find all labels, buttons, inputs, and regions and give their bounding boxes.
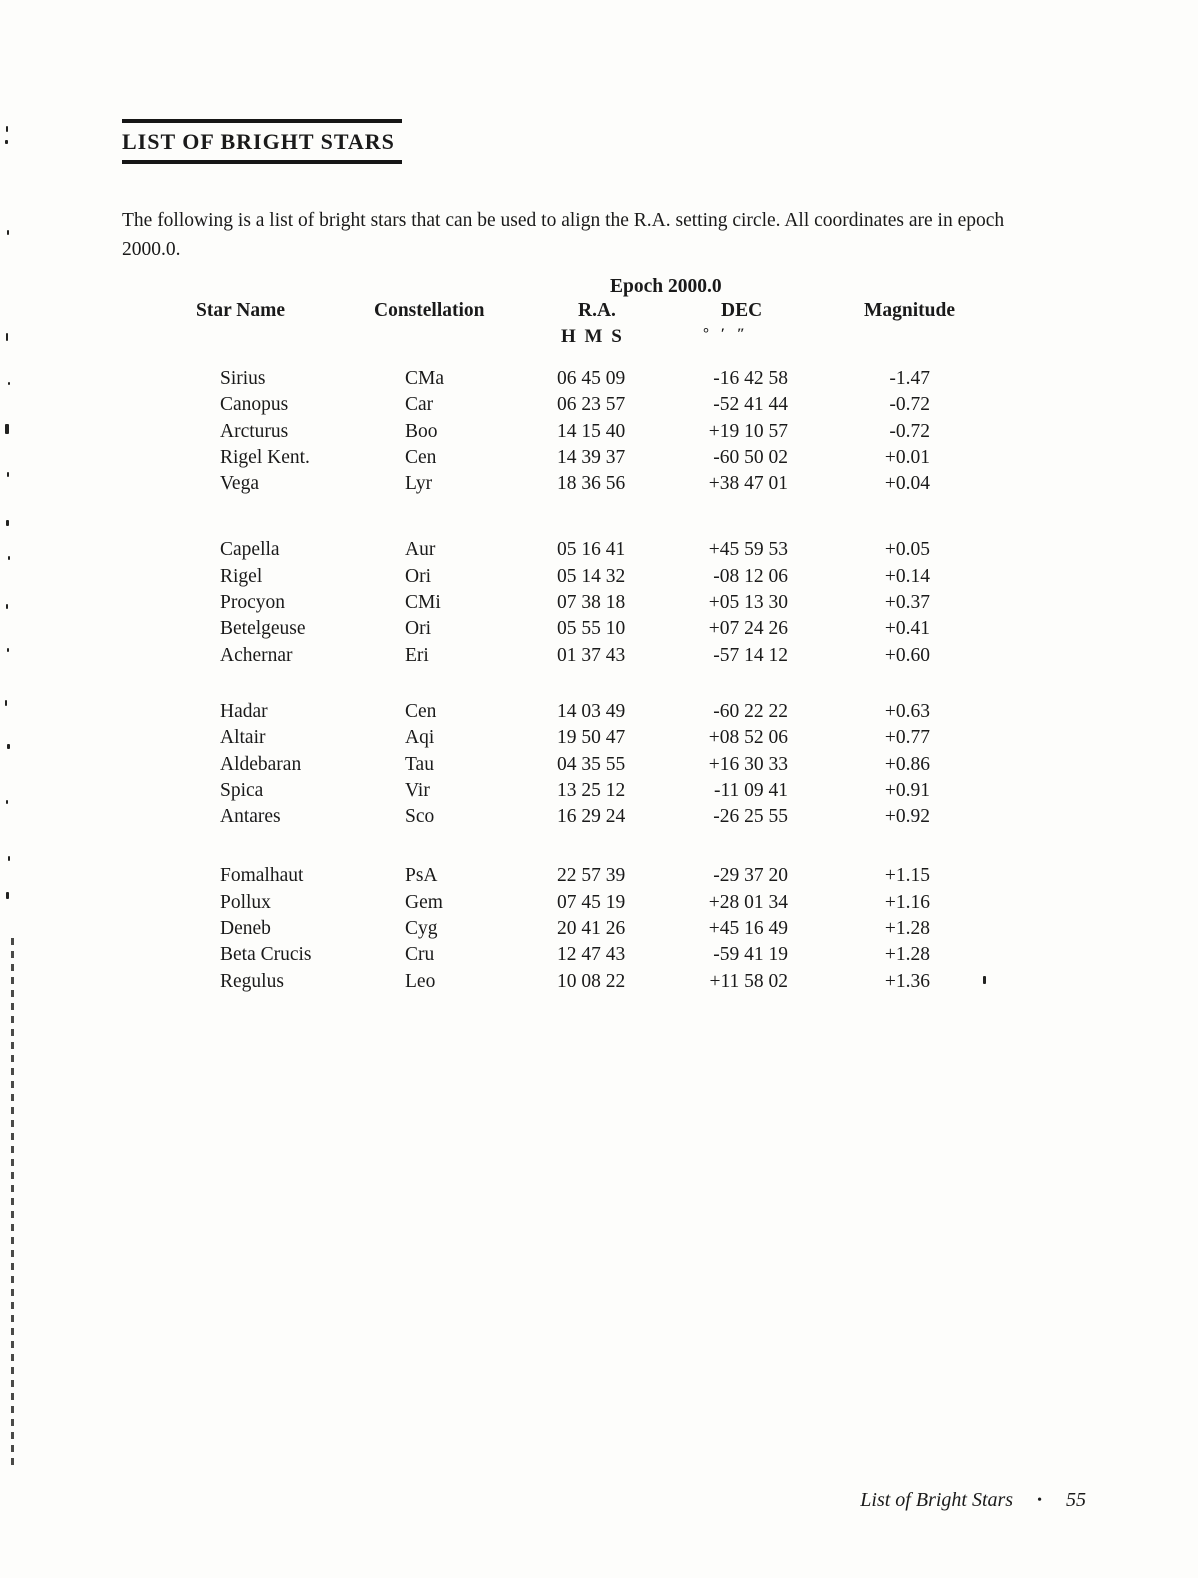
table-row <box>220 590 960 616</box>
page-title: LIST OF BRIGHT STARS <box>122 129 395 154</box>
scan-artifact <box>5 700 7 706</box>
dec-cell: -57 14 12 <box>713 644 788 666</box>
scan-artifact <box>6 126 8 132</box>
epoch-header: Epoch 2000.0 <box>610 276 722 297</box>
dec-cell: -11 09 41 <box>713 779 788 801</box>
dec-cell: +16 30 33 <box>708 753 788 775</box>
scan-binding-line <box>11 938 14 1466</box>
magnitude-cell: +0.63 <box>884 700 930 722</box>
scan-artifact <box>8 856 10 861</box>
magnitude-cell: +0.41 <box>884 618 930 640</box>
ra-cell: 13 25 12 <box>557 779 626 801</box>
ra-cell: 18 36 56 <box>557 473 626 495</box>
dec-cell: -52 41 44 <box>713 394 788 416</box>
magnitude-cell: +1.28 <box>884 944 930 966</box>
table-row <box>220 366 960 392</box>
ra-cell: 01 37 43 <box>557 644 626 666</box>
page-number: 55 <box>1066 1489 1086 1511</box>
magnitude-cell: +0.86 <box>884 753 930 775</box>
page-footer <box>860 1489 1086 1512</box>
ra-cell: 05 14 32 <box>557 565 626 587</box>
constellation-cell: Boo <box>405 420 438 442</box>
star-name-cell: Altair <box>220 727 266 749</box>
scan-artifact <box>6 800 8 804</box>
scan-artifact <box>983 976 986 984</box>
scan-artifact <box>6 892 9 899</box>
dec-cell: -29 37 20 <box>713 865 788 887</box>
table-row <box>220 942 960 968</box>
scan-artifact <box>5 140 8 144</box>
table-row <box>220 863 960 889</box>
table-row <box>220 392 960 418</box>
constellation-cell: Ori <box>405 618 431 640</box>
table-row <box>220 445 960 471</box>
star-name-cell: Betelgeuse <box>220 618 306 640</box>
dec-units-label: ° ′ ″ <box>703 326 750 342</box>
scan-artifact <box>6 604 8 609</box>
dec-cell: -26 25 55 <box>713 806 788 828</box>
star-name-cell: Achernar <box>220 644 293 666</box>
dec-cell: +07 24 26 <box>708 618 788 640</box>
bullet-icon: • <box>1037 1493 1042 1508</box>
magnitude-cell: +0.77 <box>884 727 930 749</box>
star-name-cell: Regulus <box>220 970 284 992</box>
column-header-ra: R.A. <box>578 300 616 321</box>
star-name-cell: Fomalhaut <box>220 865 304 887</box>
table-row <box>220 643 960 669</box>
constellation-cell: Cen <box>405 700 437 722</box>
magnitude-cell: +0.14 <box>884 565 930 587</box>
magnitude-cell: +1.16 <box>884 891 930 913</box>
star-name-cell: Canopus <box>220 394 289 416</box>
ra-cell: 04 35 55 <box>557 753 626 775</box>
magnitude-cell: +0.60 <box>884 644 930 666</box>
constellation-cell: CMa <box>405 368 444 389</box>
table-row <box>220 419 960 445</box>
scan-artifact <box>8 556 10 560</box>
dec-cell: +19 10 57 <box>708 420 788 442</box>
table-row <box>220 804 960 830</box>
scan-artifact <box>6 333 8 341</box>
column-header-star-name: Star Name <box>196 300 285 321</box>
star-name-cell: Vega <box>220 473 259 495</box>
dec-cell: +38 47 01 <box>708 473 788 495</box>
dec-cell: -60 22 22 <box>713 700 788 722</box>
magnitude-cell: +0.92 <box>884 806 930 828</box>
star-name-cell: Spica <box>220 779 264 801</box>
ra-cell: 07 45 19 <box>557 891 626 913</box>
star-name-cell: Rigel <box>220 565 263 587</box>
scan-artifact <box>5 424 9 434</box>
ra-cell: 14 39 37 <box>557 446 626 468</box>
page-title-block <box>122 119 402 164</box>
star-name-cell: Capella <box>220 539 280 561</box>
ra-cell: 06 23 57 <box>557 394 626 416</box>
ra-cell: 14 03 49 <box>557 700 626 722</box>
star-name-cell: Rigel Kent. <box>220 446 310 468</box>
scan-artifact <box>7 744 10 749</box>
constellation-cell: PsA <box>405 865 438 887</box>
ra-cell: 14 15 40 <box>557 420 626 442</box>
dec-cell: +45 59 53 <box>708 539 788 561</box>
constellation-cell: Gem <box>405 891 443 913</box>
intro-paragraph: The following is a list of bright stars that can be used to align the R.A. setting circle. All coordinates are in epoch 2000.0. <box>122 210 1005 260</box>
magnitude-cell: +1.36 <box>884 970 930 992</box>
constellation-cell: Car <box>405 394 434 416</box>
column-header-constellation: Constellation <box>374 300 485 321</box>
ra-units-label: H M S <box>561 326 624 347</box>
constellation-cell: Tau <box>405 753 434 775</box>
scan-artifact <box>7 472 9 477</box>
dec-cell: -60 50 02 <box>713 446 788 468</box>
ra-cell: 05 16 41 <box>557 539 626 561</box>
constellation-cell: CMi <box>405 592 441 614</box>
star-name-cell: Procyon <box>220 592 285 614</box>
constellation-cell: Aqi <box>405 727 435 749</box>
dec-cell: -08 12 06 <box>713 565 788 587</box>
constellation-cell: Sco <box>405 806 435 828</box>
constellation-cell: Cyg <box>405 918 438 940</box>
scan-artifact <box>6 520 9 526</box>
ra-cell: 12 47 43 <box>557 944 626 966</box>
ra-cell: 05 55 10 <box>557 618 626 640</box>
constellation-cell: Leo <box>405 970 436 992</box>
constellation-cell: Cru <box>405 944 435 966</box>
table-row <box>220 564 960 590</box>
ra-cell: 22 57 39 <box>557 865 626 887</box>
star-name-cell: Sirius <box>220 368 266 389</box>
ra-cell: 06 45 09 <box>557 368 626 389</box>
constellation-cell: Lyr <box>405 473 433 495</box>
star-name-cell: Aldebaran <box>220 753 302 775</box>
ra-cell: 10 08 22 <box>557 970 626 992</box>
table-row <box>220 890 960 916</box>
dec-cell: +11 58 02 <box>709 970 788 992</box>
magnitude-cell: +0.05 <box>884 539 930 561</box>
ra-cell: 07 38 18 <box>557 592 626 614</box>
constellation-cell: Vir <box>405 779 430 801</box>
dec-cell: +45 16 49 <box>708 918 788 940</box>
column-header-dec: DEC <box>721 300 763 321</box>
star-name-cell: Deneb <box>220 918 271 940</box>
dec-cell: +05 13 30 <box>708 592 788 614</box>
constellation-cell: Aur <box>405 539 436 561</box>
magnitude-cell: +1.15 <box>884 865 930 887</box>
ra-cell: 19 50 47 <box>557 727 626 749</box>
constellation-cell: Eri <box>405 644 429 666</box>
star-name-cell: Hadar <box>220 700 268 722</box>
table-row <box>220 471 960 497</box>
scan-artifact <box>7 648 9 652</box>
table-row <box>220 778 960 804</box>
dec-cell: +28 01 34 <box>708 891 788 913</box>
star-name-cell: Arcturus <box>220 420 289 442</box>
magnitude-cell: +0.91 <box>884 779 930 801</box>
table-row <box>220 969 960 995</box>
scan-artifact <box>7 230 9 235</box>
ra-cell: 16 29 24 <box>557 806 626 828</box>
table-row <box>220 916 960 942</box>
magnitude-cell: -0.72 <box>889 420 930 442</box>
table-row <box>220 725 960 751</box>
magnitude-cell: +1.28 <box>884 918 930 940</box>
footer-title: List of Bright Stars <box>860 1489 1014 1511</box>
star-name-cell: Beta Crucis <box>220 944 312 966</box>
star-name-cell: Antares <box>220 806 281 828</box>
magnitude-cell: -0.72 <box>889 394 930 416</box>
magnitude-cell: +0.37 <box>884 592 930 614</box>
magnitude-cell: -1.47 <box>889 368 930 389</box>
scan-artifact <box>8 382 10 385</box>
magnitude-cell: +0.01 <box>884 446 930 468</box>
ra-cell: 20 41 26 <box>557 918 626 940</box>
table-row <box>220 537 960 563</box>
table-row <box>220 699 960 725</box>
dec-cell: +08 52 06 <box>708 727 788 749</box>
star-name-cell: Pollux <box>220 891 271 913</box>
column-header-magnitude: Magnitude <box>864 300 956 321</box>
constellation-cell: Cen <box>405 446 437 468</box>
bright-stars-table <box>220 366 960 995</box>
table-row <box>220 752 960 778</box>
constellation-cell: Ori <box>405 565 431 587</box>
magnitude-cell: +0.04 <box>884 473 930 495</box>
dec-cell: -59 41 19 <box>713 944 788 966</box>
dec-cell: -16 42 58 <box>713 368 788 389</box>
table-row <box>220 616 960 642</box>
